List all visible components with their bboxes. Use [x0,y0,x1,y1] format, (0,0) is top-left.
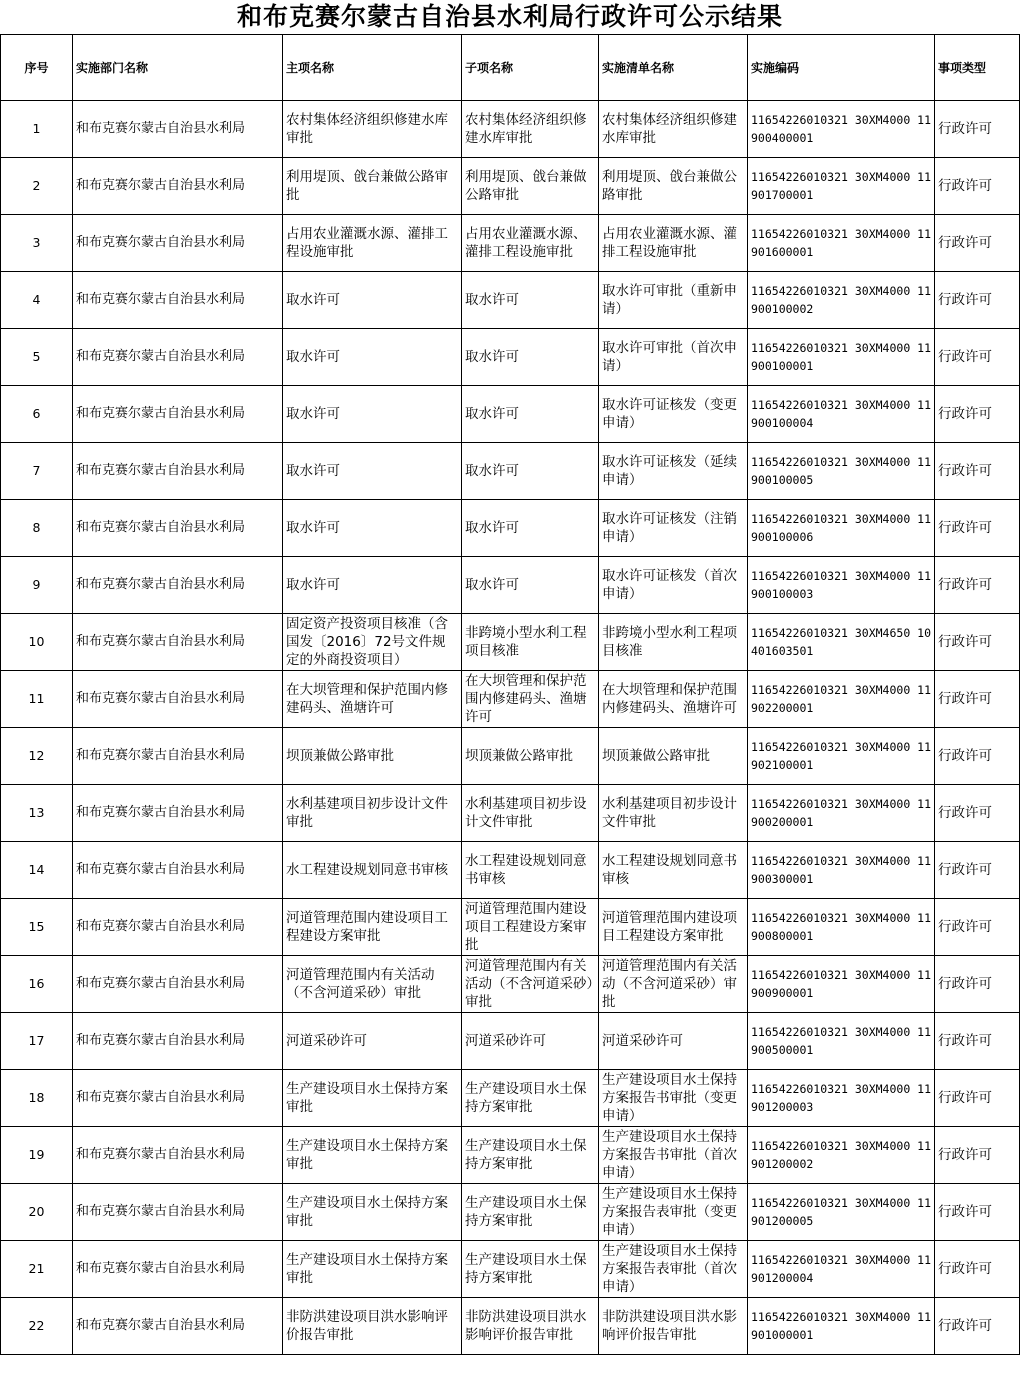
cell-list-name: 水利基建项目初步设计文件审批 [599,785,748,842]
header-dept: 实施部门名称 [73,35,283,101]
cell-list-name: 水工程建设规划同意书审核 [599,842,748,899]
cell-type: 行政许可 [935,785,1020,842]
table-row [1,443,1020,500]
cell-dept: 和布克赛尔蒙古自治县水利局 [73,215,283,272]
cell-sub-item: 生产建设项目水土保持方案审批 [462,1241,599,1298]
cell-sub-item: 河道管理范围内建设项目工程建设方案审批 [462,899,599,956]
table-row [1,158,1020,215]
cell-index: 12 [1,728,73,785]
cell-sub-item: 河道管理范围内有关活动（不含河道采砂）审批 [462,956,599,1013]
cell-index: 7 [1,443,73,500]
cell-main-item: 取水许可 [283,500,462,557]
cell-main-item: 河道采砂许可 [283,1013,462,1070]
cell-type: 行政许可 [935,500,1020,557]
cell-sub-item: 取水许可 [462,272,599,329]
cell-main-item: 生产建设项目水土保持方案审批 [283,1070,462,1127]
cell-code: 11654226010321 30XM4000 11902200001 [748,671,935,728]
cell-list-name: 非跨境小型水利工程项目核准 [599,614,748,671]
cell-sub-item: 取水许可 [462,557,599,614]
cell-index: 6 [1,386,73,443]
table-row [1,500,1020,557]
cell-list-name: 河道管理范围内建设项目工程建设方案审批 [599,899,748,956]
table-row [1,1184,1020,1241]
cell-dept: 和布克赛尔蒙古自治县水利局 [73,557,283,614]
header-list-name: 实施清单名称 [599,35,748,101]
cell-sub-item: 利用堤顶、戗台兼做公路审批 [462,158,599,215]
cell-list-name: 河道管理范围内有关活动（不含河道采砂）审批 [599,956,748,1013]
table-row [1,557,1020,614]
cell-list-name: 取水许可证核发（首次申请） [599,557,748,614]
cell-dept: 和布克赛尔蒙古自治县水利局 [73,956,283,1013]
cell-dept: 和布克赛尔蒙古自治县水利局 [73,1241,283,1298]
table-row [1,101,1020,158]
cell-main-item: 生产建设项目水土保持方案审批 [283,1184,462,1241]
cell-list-name: 取水许可证核发（注销申请） [599,500,748,557]
cell-list-name: 利用堤顶、戗台兼做公路审批 [599,158,748,215]
cell-index: 1 [1,101,73,158]
cell-main-item: 取水许可 [283,329,462,386]
cell-code: 11654226010321 30XM4000 11901600001 [748,215,935,272]
cell-code: 11654226010321 30XM4000 11900900001 [748,956,935,1013]
cell-code: 11654226010321 30XM4000 11900100001 [748,329,935,386]
cell-index: 18 [1,1070,73,1127]
page-title: 和布克赛尔蒙古自治县水利局行政许可公示结果 [236,2,783,31]
cell-code: 11654226010321 30XM4000 11901000001 [748,1298,935,1355]
cell-list-name: 非防洪建设项目洪水影响评价报告审批 [599,1298,748,1355]
cell-index: 2 [1,158,73,215]
cell-dept: 和布克赛尔蒙古自治县水利局 [73,329,283,386]
cell-type: 行政许可 [935,443,1020,500]
cell-index: 10 [1,614,73,671]
cell-index: 8 [1,500,73,557]
header-index: 序号 [1,35,73,101]
cell-sub-item: 水工程建设规划同意书审核 [462,842,599,899]
table-row [1,1241,1020,1298]
cell-list-name: 生产建设项目水土保持方案报告表审批（首次申请） [599,1241,748,1298]
cell-code: 11654226010321 30XM4000 11902100001 [748,728,935,785]
cell-dept: 和布克赛尔蒙古自治县水利局 [73,1127,283,1184]
header-row [1,35,1020,101]
cell-main-item: 取水许可 [283,557,462,614]
header-sub-item: 子项名称 [462,35,599,101]
cell-index: 5 [1,329,73,386]
cell-list-name: 农村集体经济组织修建水库审批 [599,101,748,158]
cell-main-item: 生产建设项目水土保持方案审批 [283,1127,462,1184]
cell-main-item: 在大坝管理和保护范围内修建码头、渔塘许可 [283,671,462,728]
cell-index: 22 [1,1298,73,1355]
cell-code: 11654226010321 30XM4000 11900100005 [748,443,935,500]
cell-index: 11 [1,671,73,728]
cell-dept: 和布克赛尔蒙古自治县水利局 [73,899,283,956]
cell-type: 行政许可 [935,1013,1020,1070]
cell-index: 19 [1,1127,73,1184]
cell-dept: 和布克赛尔蒙古自治县水利局 [73,272,283,329]
cell-sub-item: 生产建设项目水土保持方案审批 [462,1070,599,1127]
cell-main-item: 水工程建设规划同意书审核 [283,842,462,899]
cell-main-item: 取水许可 [283,272,462,329]
cell-dept: 和布克赛尔蒙古自治县水利局 [73,443,283,500]
table-row [1,329,1020,386]
cell-list-name: 占用农业灌溉水源、灌排工程设施审批 [599,215,748,272]
cell-main-item: 占用农业灌溉水源、灌排工程设施审批 [283,215,462,272]
cell-sub-item: 水利基建项目初步设计文件审批 [462,785,599,842]
cell-sub-item: 河道采砂许可 [462,1013,599,1070]
cell-dept: 和布克赛尔蒙古自治县水利局 [73,386,283,443]
cell-main-item: 取水许可 [283,386,462,443]
cell-type: 行政许可 [935,557,1020,614]
cell-type: 行政许可 [935,1070,1020,1127]
cell-list-name: 坝顶兼做公路审批 [599,728,748,785]
table-row [1,842,1020,899]
cell-list-name: 河道采砂许可 [599,1013,748,1070]
cell-main-item: 农村集体经济组织修建水库审批 [283,101,462,158]
cell-dept: 和布克赛尔蒙古自治县水利局 [73,1070,283,1127]
cell-code: 11654226010321 30XM4000 11900400001 [748,101,935,158]
table-row [1,785,1020,842]
cell-sub-item: 取水许可 [462,386,599,443]
table-row [1,1070,1020,1127]
cell-list-name: 取水许可审批（首次申请） [599,329,748,386]
table-row [1,671,1020,728]
cell-list-name: 取水许可审批（重新申请） [599,272,748,329]
cell-code: 11654226010321 30XM4000 11900100003 [748,557,935,614]
cell-type: 行政许可 [935,215,1020,272]
cell-sub-item: 生产建设项目水土保持方案审批 [462,1184,599,1241]
cell-main-item: 固定资产投资项目核准（含国发〔2016〕72号文件规定的外商投资项目） [283,614,462,671]
header-code: 实施编码 [748,35,935,101]
cell-sub-item: 生产建设项目水土保持方案审批 [462,1127,599,1184]
table-row [1,956,1020,1013]
cell-type: 行政许可 [935,329,1020,386]
cell-code: 11654226010321 30XM4000 11900100006 [748,500,935,557]
cell-index: 20 [1,1184,73,1241]
cell-main-item: 利用堤顶、戗台兼做公路审批 [283,158,462,215]
cell-type: 行政许可 [935,899,1020,956]
cell-dept: 和布克赛尔蒙古自治县水利局 [73,1013,283,1070]
cell-index: 9 [1,557,73,614]
cell-code: 11654226010321 30XM4000 11900100002 [748,272,935,329]
cell-type: 行政许可 [935,1298,1020,1355]
permit-table [0,34,1020,1355]
cell-code: 11654226010321 30XM4000 11900500001 [748,1013,935,1070]
cell-index: 14 [1,842,73,899]
cell-code: 11654226010321 30XM4000 11900800001 [748,899,935,956]
table-row [1,614,1020,671]
cell-type: 行政许可 [935,1241,1020,1298]
cell-type: 行政许可 [935,1184,1020,1241]
cell-sub-item: 取水许可 [462,443,599,500]
cell-code: 11654226010321 30XM4000 11901700001 [748,158,935,215]
cell-code: 11654226010321 30XM4000 11900100004 [748,386,935,443]
header-type: 事项类型 [935,35,1020,101]
cell-list-name: 取水许可证核发（延续申请） [599,443,748,500]
cell-sub-item: 非跨境小型水利工程项目核准 [462,614,599,671]
cell-sub-item: 农村集体经济组织修建水库审批 [462,101,599,158]
cell-dept: 和布克赛尔蒙古自治县水利局 [73,671,283,728]
cell-code: 11654226010321 30XM4650 10401603501 [748,614,935,671]
cell-dept: 和布克赛尔蒙古自治县水利局 [73,728,283,785]
cell-list-name: 生产建设项目水土保持方案报告表审批（变更申请） [599,1184,748,1241]
cell-index: 4 [1,272,73,329]
cell-type: 行政许可 [935,671,1020,728]
cell-code: 11654226010321 30XM4000 11900200001 [748,785,935,842]
cell-main-item: 取水许可 [283,443,462,500]
cell-type: 行政许可 [935,1127,1020,1184]
cell-index: 15 [1,899,73,956]
cell-type: 行政许可 [935,956,1020,1013]
cell-main-item: 水利基建项目初步设计文件审批 [283,785,462,842]
cell-sub-item: 占用农业灌溉水源、灌排工程设施审批 [462,215,599,272]
cell-index: 16 [1,956,73,1013]
cell-type: 行政许可 [935,158,1020,215]
table-row [1,1127,1020,1184]
header-main-item: 主项名称 [283,35,462,101]
cell-dept: 和布克赛尔蒙古自治县水利局 [73,614,283,671]
cell-index: 3 [1,215,73,272]
cell-dept: 和布克赛尔蒙古自治县水利局 [73,842,283,899]
cell-main-item: 非防洪建设项目洪水影响评价报告审批 [283,1298,462,1355]
cell-dept: 和布克赛尔蒙古自治县水利局 [73,500,283,557]
cell-list-name: 生产建设项目水土保持方案报告书审批（首次申请） [599,1127,748,1184]
cell-sub-item: 在大坝管理和保护范围内修建码头、渔塘许可 [462,671,599,728]
cell-type: 行政许可 [935,842,1020,899]
cell-main-item: 河道管理范围内建设项目工程建设方案审批 [283,899,462,956]
cell-sub-item: 坝顶兼做公路审批 [462,728,599,785]
cell-code: 11654226010321 30XM4000 11900300001 [748,842,935,899]
cell-type: 行政许可 [935,101,1020,158]
cell-type: 行政许可 [935,272,1020,329]
cell-sub-item: 非防洪建设项目洪水影响评价报告审批 [462,1298,599,1355]
cell-index: 13 [1,785,73,842]
cell-code: 11654226010321 30XM4000 11901200005 [748,1184,935,1241]
cell-dept: 和布克赛尔蒙古自治县水利局 [73,1184,283,1241]
cell-type: 行政许可 [935,614,1020,671]
cell-dept: 和布克赛尔蒙古自治县水利局 [73,785,283,842]
cell-dept: 和布克赛尔蒙古自治县水利局 [73,101,283,158]
cell-main-item: 生产建设项目水土保持方案审批 [283,1241,462,1298]
cell-list-name: 取水许可证核发（变更申请） [599,386,748,443]
cell-list-name: 生产建设项目水土保持方案报告书审批（变更申请） [599,1070,748,1127]
cell-main-item: 坝顶兼做公路审批 [283,728,462,785]
cell-dept: 和布克赛尔蒙古自治县水利局 [73,158,283,215]
cell-sub-item: 取水许可 [462,329,599,386]
cell-main-item: 河道管理范围内有关活动（不含河道采砂）审批 [283,956,462,1013]
table-row [1,215,1020,272]
cell-type: 行政许可 [935,386,1020,443]
cell-index: 17 [1,1013,73,1070]
cell-code: 11654226010321 30XM4000 11901200003 [748,1070,935,1127]
cell-dept: 和布克赛尔蒙古自治县水利局 [73,1298,283,1355]
table-row [1,386,1020,443]
table-row [1,1298,1020,1355]
table-row [1,272,1020,329]
cell-type: 行政许可 [935,728,1020,785]
cell-sub-item: 取水许可 [462,500,599,557]
cell-list-name: 在大坝管理和保护范围内修建码头、渔塘许可 [599,671,748,728]
cell-code: 11654226010321 30XM4000 11901200004 [748,1241,935,1298]
cell-code: 11654226010321 30XM4000 11901200002 [748,1127,935,1184]
table-row [1,899,1020,956]
cell-index: 21 [1,1241,73,1298]
table-row [1,1013,1020,1070]
table-row [1,728,1020,785]
